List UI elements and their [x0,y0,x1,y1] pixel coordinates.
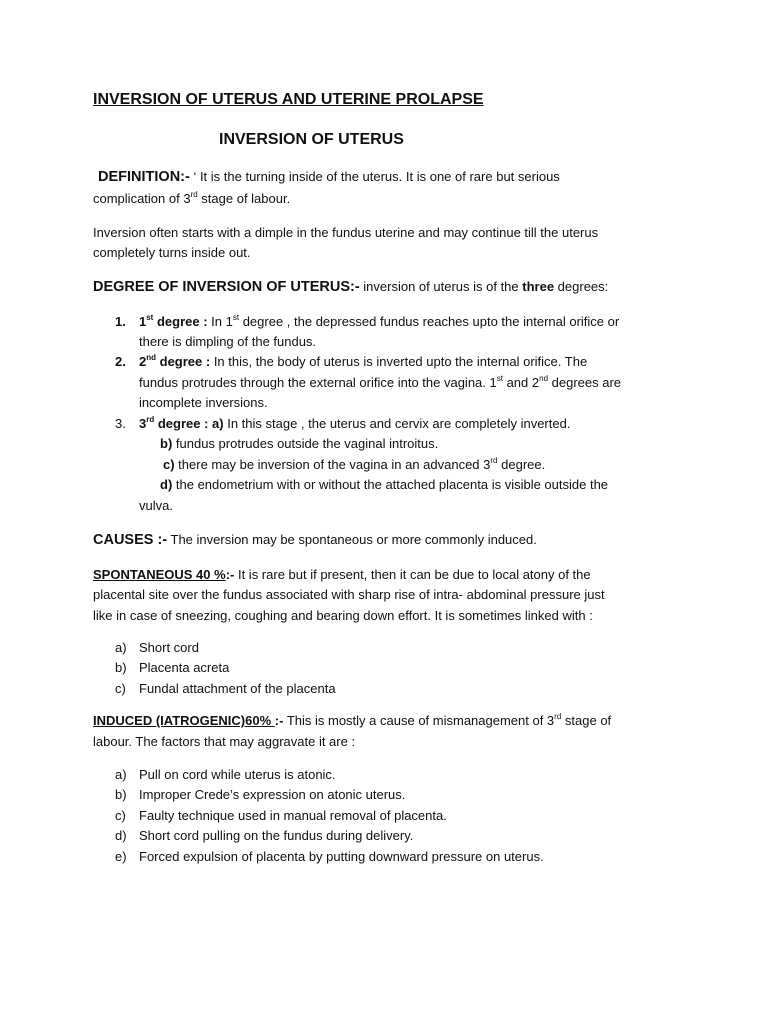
list-item-continuation: fundus protrudes through the external orifice into the vagina. 1st and 2nd degrees are [139,373,622,390]
list-item: e) Forced expulsion of placenta by putting downward pressure on uterus. [115,849,544,864]
list-item: d) Short cord pulling on the fundus during delivery. [115,828,414,843]
paragraph-line: labour. The factors that may aggravate it are : [93,734,356,749]
sub-item: b) fundus protrudes outside the vaginal introitus. [160,436,439,451]
spontaneous-label: SPONTANEOUS 40 % [93,567,226,582]
causes-label: CAUSES :- [93,532,168,548]
list-item: b) Placenta acreta [115,660,230,675]
list-item: a) Short cord [115,640,199,655]
definition-line-2: complication of 3rd stage of labour. [93,189,291,206]
list-item: b) Improper Crede’s expression on atonic uterus. [115,787,406,802]
section-title: INVERSION OF UTERUS [219,131,404,148]
paragraph-line: Inversion often starts with a dimple in the fundus uterine and may continue till the uterus [93,225,599,240]
sub-item: d) the endometrium with or without the attached placenta is visible outside the [160,477,609,492]
list-item: c) Fundal attachment of the placenta [115,681,336,696]
degree-heading-line: DEGREE OF INVERSION OF UTERUS:- inversion of uterus is of the three degrees: [93,279,609,295]
sub-item-continuation: vulva. [139,498,173,513]
spontaneous-line-1: SPONTANEOUS 40 %:- It is rare but if present, then it can be due to local atony of the [93,567,591,582]
list-item: 3. 3rd degree : a) In this stage , the uterus and cervix are completely inverted. [115,414,571,431]
induced-line-1: INDUCED (IATROGENIC)60% :- This is mostly a cause of mismanagement of 3rd stage of [93,711,612,728]
list-item: 2. 2nd degree : In this, the body of uterus is inverted upto the internal orifice. The [115,352,588,369]
sub-item: c) there may be inversion of the vagina in an advanced 3rd degree. [163,455,546,472]
list-item-continuation: incomplete inversions. [139,395,268,410]
list-item: a) Pull on cord while uterus is atonic. [115,767,336,782]
paragraph-line: completely turns inside out. [93,245,251,260]
degree-heading: DEGREE OF INVERSION OF UTERUS:- [93,279,360,295]
definition-label: DEFINITION:- [98,169,190,185]
definition-line-1: DEFINITION:- ‘ It is the turning inside of the uterus. It is one of rare but serious [98,169,560,185]
paragraph-line: placental site over the fundus associated with sharp rise of intra- abdominal pressure just [93,587,605,602]
document-title: INVERSION OF UTERUS AND UTERINE PROLAPSE [93,91,484,108]
causes-line: CAUSES :- The inversion may be spontaneous or more commonly induced. [93,532,537,548]
induced-label: INDUCED (IATROGENIC)60% [93,713,275,728]
list-item-continuation: there is dimpling of the fundus. [139,334,317,349]
list-item: c) Faulty technique used in manual removal of placenta. [115,808,447,823]
list-item: 1. 1st degree : In 1st degree , the depressed fundus reaches upto the internal orifice or [115,312,620,329]
paragraph-line: like in case of sneezing, coughing and bearing down effort. It is sometimes linked with : [93,608,593,623]
